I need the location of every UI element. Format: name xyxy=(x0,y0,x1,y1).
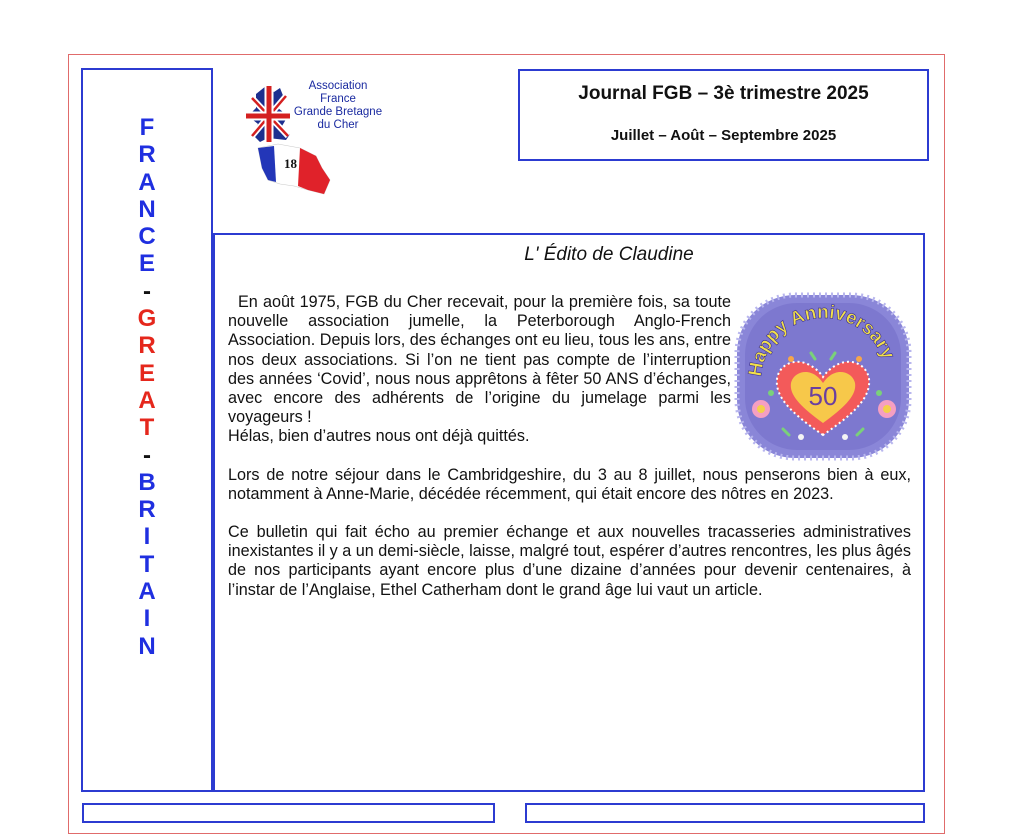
svg-text:18: 18 xyxy=(284,156,297,171)
banner-letter: I xyxy=(143,523,151,551)
banner-letter: T xyxy=(139,550,155,578)
anniversary-badge-icon xyxy=(731,289,915,464)
logo-line: Grande Bretagne xyxy=(293,106,383,118)
editorial-title: L' Édito de Claudine xyxy=(524,244,694,265)
editorial-paragraph xyxy=(228,293,731,427)
svg-text:50: 50 xyxy=(808,381,838,411)
logo-line: France xyxy=(320,93,356,105)
banner-letter: - xyxy=(143,441,151,469)
association-logo xyxy=(238,76,406,200)
side-banner xyxy=(81,68,213,792)
banner-letter: F xyxy=(139,114,155,141)
journal-title: Journal FGB – 3è trimestre 2025 xyxy=(578,83,869,104)
editorial-paragraph: Lors de notre séjour dans le Cambridgeshire, du 3 au 8 juillet, nous penserons bien à eux, notamment à Anne-Marie, décédée récemment, qui était encore des nôtres en 2023. xyxy=(228,465,911,503)
editorial-paragraph: Ce bulletin qui fait écho au premier échange et aux nouvelles tracasseries administratives inexistantes il y a un demi-siècle, laisse, malgré tout, espérer d’autres rencontres, les plus âgés de nos participants ayant encore plus d’une dizaine d’années pour devenir centenaires, à l’instar de l’Anglaise, Ethel Catherham dont le grand âge lui vaut un article. xyxy=(228,523,911,599)
banner-letter: E xyxy=(138,250,155,278)
banner-letter: A xyxy=(138,168,156,196)
journal-dates: Juillet – Août – Septembre 2025 xyxy=(610,127,837,144)
logo-line: du Cher xyxy=(317,119,359,131)
banner-letter: E xyxy=(138,359,155,387)
bottom-box-right xyxy=(525,803,925,823)
banner-letter: N xyxy=(138,195,156,223)
banner-letter: A xyxy=(138,578,156,606)
editorial-paragraph: Hélas, bien d’autres nous ont déjà quittés. xyxy=(228,427,530,446)
banner-letter: N xyxy=(138,632,156,660)
banner-letter: - xyxy=(143,277,151,305)
banner-letter: I xyxy=(143,605,151,633)
logo-text xyxy=(268,80,408,132)
banner-letter: C xyxy=(138,223,156,251)
logo-line: Association xyxy=(308,80,368,92)
banner-letter: T xyxy=(139,414,155,442)
banner-letter: R xyxy=(138,332,156,360)
banner-letter: G xyxy=(137,305,157,333)
svg-text:Happy Anniversary: Happy Anniversary xyxy=(744,301,899,378)
banner-letter: B xyxy=(138,468,156,496)
banner-letter: A xyxy=(138,386,156,414)
bottom-box-left xyxy=(82,803,495,823)
editorial-paragraph-text: En août 1975, FGB du Cher recevait, pour la première fois, sa toute nouvelle association jumelle, la Peterborough Anglo-French Association. Depuis lors, des échanges ont eu lieu, tous les ans, entre nos deux associations. Si l’on ne tient pas compte de l’interruption des années ‘Covid’, nous nous apprêtons à fêter 50 ANS d’échanges, avec encore des adhérents de l’origine du jumelage parmi les voyageurs ! xyxy=(228,293,732,427)
banner-letter: R xyxy=(138,141,156,169)
anniversary-badge-image xyxy=(731,289,915,464)
journal-header xyxy=(518,69,929,161)
banner-letter: R xyxy=(138,496,156,524)
